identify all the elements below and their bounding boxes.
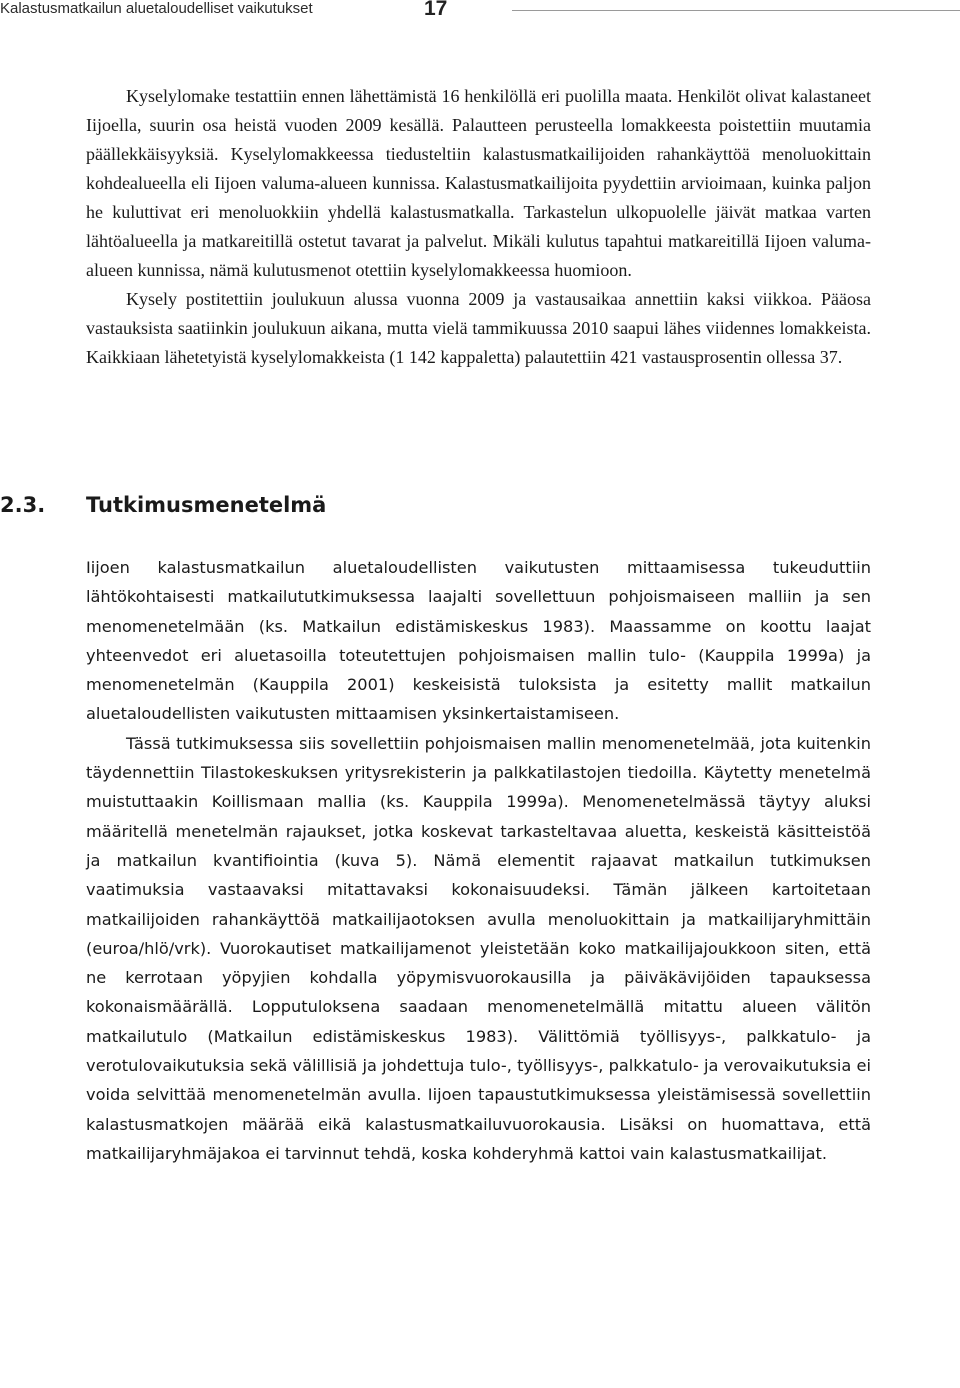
method-paragraph-1: Iijoen kalastusmatkailun aluetaloudellisten vaikutusten mittaamisessa tukeuduttiin lähtökohtaisesti matkailututkimuksessa laajalti sovellettuun pohjoismaiseen malliin ja sen menomenetelmään (ks. Matkailun edistämiskeskus 1983). Maassamme on koottu laajat yhteenvedot eri aluetasoilla toteutettujen pohjoismaisen mallin tulo- (Kauppila 1999a) ja menomenetelmän (Kauppila 2001) keskeisistä tuloksista ja esitetty mallit matkailun aluetaloudellisten vaikutusten mittaamisen yksinkertaistamiseen. [86,558,871,724]
running-header [0,0,960,30]
method-paragraph-2: Tässä tutkimuksessa siis sovellettiin pohjoismaisen mallin menomenetelmää, jota kuitenkin täydennettiin Tilastokeskuksen yritysrekisterin ja palkkatilastojen tiedoilla. Käytetty menetelmä muistuttaakin Koillismaan mallia (ks. Kauppila 1999a). Menomenetelmässä täytyy aluksi määritellä menetelmän rajaukset, jotka koskevat tarkasteltavaa aluetta, keskeistä käsitteistöä ja matkailun kvantifiointia (kuva 5). Nämä elementit rajaavat matkailun tutkimuksen vaatimuksia vastaavaksi mitattavaksi kokonaisuudeksi. Tämän jälkeen kartoitetaan matkailijoiden rahankäyttöä matkailijaotoksen avulla menoluokittain ja matkailijaryhmittäin (euroa/hlö/vrk). Vuorokautiset matkailijamenot yleistetään koko matkailijajoukkoon siten, että ne kerrotaan yöpyjien kohdalla yöpymisvuorokausilla ja päiväkävijöiden tapauksessa kokonaismäärällä. Lopputuloksena saadaan menomenetelmällä mitattu alueen välitön matkailutulo (Matkailun edistämiskeskus 1983). Välittömiä työllisyys-, palkkatulo- ja verotulovaikutuksia sekä välillisiä ja johdettuja tulo-, työllisyys-, palkkatulo- ja verovaikutuksia ei voida selvittää menomenetelmän avulla. Iijoen tapaustutkimuksessa yleistämisessä sovellettiin kalastusmatkojen määrää eikä kalastusmatkailuvuorokausia. Lisäksi on huomattava, että matkailijaryhmäjakoa ei tarvinnut tehdä, koska kohderyhmä kattoi vain kalastusmatkailijat. [86,733,871,1163]
running-title: Kalastusmatkailun aluetaloudelliset vaikutukset [0,0,313,17]
intro-paragraph-1: Kyselylomake testattiin ennen lähettämistä 16 henkilöllä eri puolilla maata. Henkilöt olivat kalastaneet Iijoella, suurin osa heistä vuoden 2009 kesällä. Palautteen perusteella lomakkeesta poistettiin muutamia päällekkäisyyksiä. Kyselylomakkeessa tiedusteltiin kalastusmatkailijoiden rahankäyttöä menoluokittain kohdealueella eli Iijoen valuma-alueen kunnissa. Kalastusmatkailijoita pyydettiin arvioimaan, kuinka paljon he kuluttivat eri menoluokkiin yhdellä kalastusmatkalla. Tarkastelun ulkopuolelle jäivät matkaa varten lähtöalueella ja matkareitillä ostetut tavarat ja palvelut. Mikäli kulutus tapahtui matkareitillä Iijoen valuma-alueen kunnissa, nämä kulutusmenot otettiin kyselylomakkeessa huomioon. [86,86,871,280]
intro-text [86,82,871,372]
method-text [86,553,871,1168]
section-number: 2.3. [0,493,46,517]
section-title: Tutkimusmenetelmä [86,493,327,517]
intro-paragraph-2: Kysely postitettiin joulukuun alussa vuonna 2009 ja vastausaikaa annettiin kaksi viikkoa. Pääosa vastauksista saatiinkin joulukuun aikana, mutta vielä tammikuussa 2010 saapui lähes viidennes lomakkeista. Kaikkiaan lähetetyistä kyselylomakkeista (1 142 kappaletta) palautettiin 421 vastausprosentin ollessa 37. [86,289,871,367]
header-rule [512,10,960,11]
page-number: 17 [424,0,448,20]
